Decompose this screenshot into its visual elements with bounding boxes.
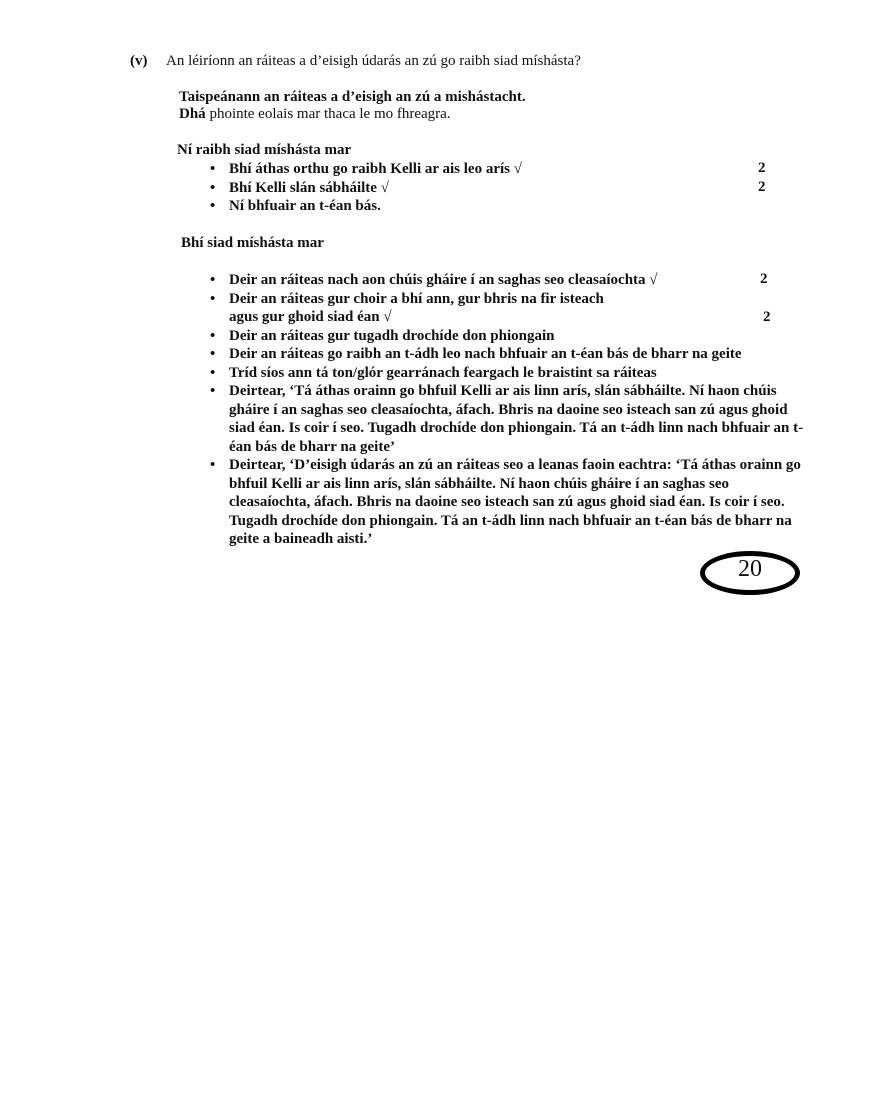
- list-item: • Deir an ráiteas nach aon chúis gháire í an saghas seo cleasaíochta √: [210, 271, 810, 290]
- intro-points-count: Dhá: [179, 106, 206, 122]
- mark-value: 2: [758, 160, 766, 176]
- list-item: • Bhí áthas orthu go raibh Kelli ar ais leo arís √: [210, 160, 790, 179]
- mark-value: 2: [760, 271, 768, 287]
- mark-value: 2: [758, 179, 766, 195]
- list-dissatisfied: [210, 271, 810, 549]
- list-item-line: agus gur ghoid siad éan √: [229, 309, 392, 325]
- list-item: • Deirtear, ‘D’eisigh údarás an zú an ráiteas seo a leanas faoin eachtra: ‘Tá áthas orainn go bhfuil Kelli ar ais linn arís, slán sábháilte. Ní haon chúis gháire í an saghas seo cleasaíochta, áfach. Bhris na daoine seo isteach san zú agus ghoid siad éan. Is coir í seo. Tugadh drochíde don phiongain. Tá an t-ádh linn nach bhfuair an t-éan bás de bharr na geite a baineadh aisti.’: [210, 456, 809, 549]
- list-not-dissatisfied: [210, 160, 790, 216]
- question-text: An léiríonn an ráiteas a d’eisigh údarás an zú go raibh siad míshásta?: [166, 53, 581, 69]
- list-item: • Deirtear, ‘Tá áthas orainn go bhfuil Kelli ar ais linn arís, slán sábháilte. Ní haon chúis gháire í an saghas seo cleasaíochta, áfach. Bhris na daoine seo isteach san zú agus ghoid siad éan. Is coir í seo. Tugadh drochíde don phiongain. Tá an t-ádh linn nach bhfuair an t-éan bás de bharr na geite’: [210, 382, 809, 456]
- intro-points-note: [179, 106, 451, 123]
- list-item-line: Deir an ráiteas gur choir a bhí ann, gur bhris na fir isteach: [229, 290, 604, 307]
- list-item: • Deir an ráiteas gur tugadh drochíde don phiongain: [210, 327, 810, 346]
- intro-points-rest: phointe eolais mar thaca le mo fhreagra.: [205, 106, 451, 122]
- mark-value: 2: [763, 309, 771, 325]
- list-item: • Deir an ráiteas go raibh an t-ádh leo nach bhfuair an t-éan bás de bharr na geite: [210, 345, 810, 364]
- list-item: • Tríd síos ann tá ton/glór gearránach feargach le braistint sa ráiteas: [210, 364, 810, 383]
- section-heading-not-dissatisfied: Ní raibh siad míshásta mar: [177, 142, 352, 158]
- question-number: (v): [130, 53, 148, 69]
- list-item: [210, 290, 810, 327]
- intro-statement: Taispeánann an ráiteas a d’eisigh an zú a mishástacht.: [179, 89, 526, 105]
- list-item: • Bhí Kelli slán sábháilte √: [210, 179, 790, 198]
- list-item: • Ní bhfuair an t-éan bás.: [210, 197, 790, 216]
- section-heading-dissatisfied: Bhí siad míshásta mar: [181, 235, 324, 251]
- total-marks: 20: [738, 556, 762, 582]
